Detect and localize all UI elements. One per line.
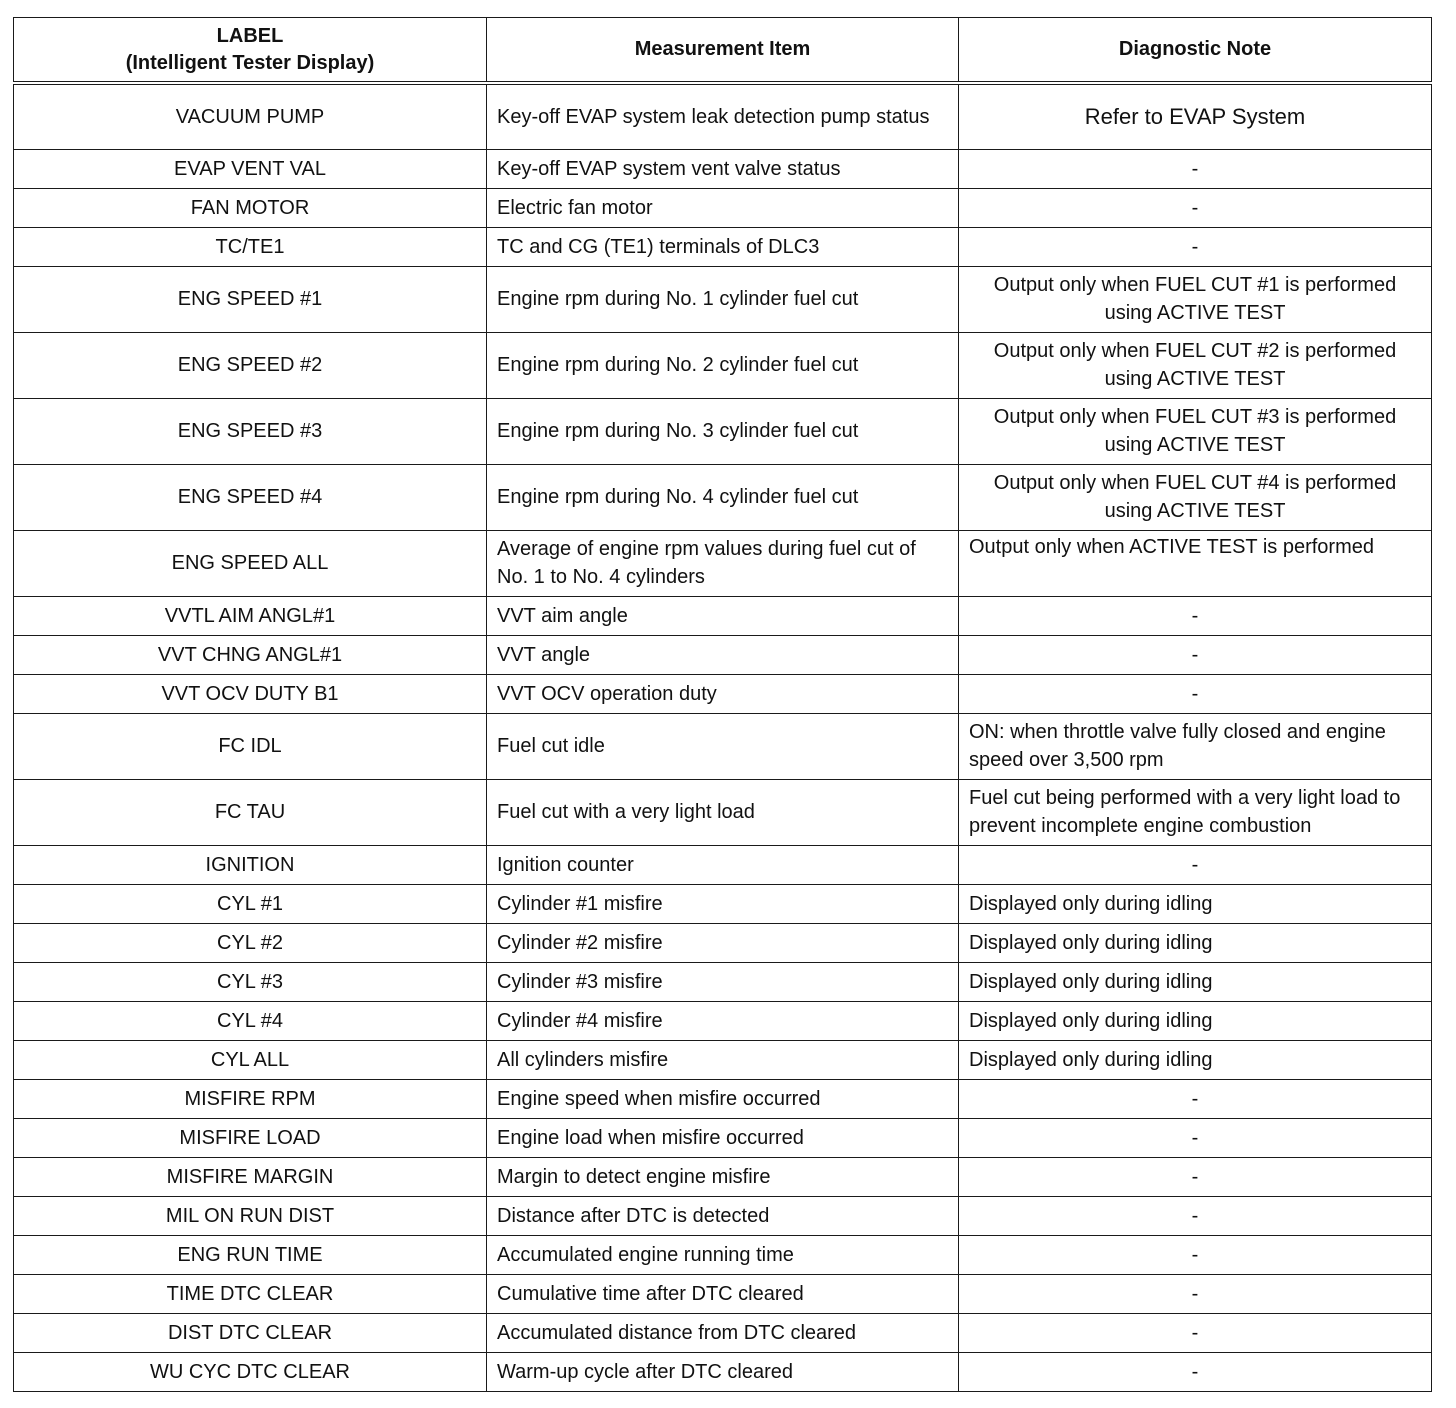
row-diagnostic-note: Output only when FUEL CUT #2 is performed using ACTIVE TEST [959, 332, 1432, 398]
row-diagnostic-note: - [959, 1235, 1432, 1274]
row-diagnostic-note: Displayed only during idling [959, 1040, 1432, 1079]
row-label: CYL #3 [14, 962, 487, 1001]
row-measurement-item: Key-off EVAP system vent valve status [487, 149, 959, 188]
row-label: VVT OCV DUTY B1 [14, 674, 487, 713]
row-measurement-item: Margin to detect engine misfire [487, 1157, 959, 1196]
header-label [14, 18, 487, 84]
row-label: ENG RUN TIME [14, 1235, 487, 1274]
row-diagnostic-note: - [959, 1118, 1432, 1157]
row-label: ENG SPEED #4 [14, 464, 487, 530]
table-row [14, 674, 1432, 713]
row-label: CYL ALL [14, 1040, 487, 1079]
table-row [14, 227, 1432, 266]
row-label: MISFIRE LOAD [14, 1118, 487, 1157]
row-label: CYL #2 [14, 923, 487, 962]
row-label: WU CYC DTC CLEAR [14, 1352, 487, 1391]
table-row [14, 188, 1432, 227]
row-label: ENG SPEED ALL [14, 530, 487, 596]
row-label: TIME DTC CLEAR [14, 1274, 487, 1313]
table-row [14, 1118, 1432, 1157]
row-diagnostic-note: ON: when throttle valve fully closed and engine speed over 3,500 rpm [959, 713, 1432, 779]
row-measurement-item: VVT aim angle [487, 596, 959, 635]
table-row [14, 1079, 1432, 1118]
row-diagnostic-note: Output only when FUEL CUT #4 is performed using ACTIVE TEST [959, 464, 1432, 530]
row-measurement-item: Engine speed when misfire occurred [487, 1079, 959, 1118]
row-measurement-item: Average of engine rpm values during fuel cut of No. 1 to No. 4 cylinders [487, 530, 959, 596]
row-label: DIST DTC CLEAR [14, 1313, 487, 1352]
row-measurement-item: Cylinder #2 misfire [487, 923, 959, 962]
row-measurement-item: Engine rpm during No. 2 cylinder fuel cut [487, 332, 959, 398]
row-diagnostic-note: Refer to EVAP System [959, 83, 1432, 149]
row-measurement-item: Engine rpm during No. 1 cylinder fuel cut [487, 266, 959, 332]
table-row [14, 1235, 1432, 1274]
row-label: EVAP VENT VAL [14, 149, 487, 188]
row-diagnostic-note: - [959, 1196, 1432, 1235]
table-row [14, 83, 1432, 149]
row-measurement-item: Fuel cut idle [487, 713, 959, 779]
row-measurement-item: Engine rpm during No. 3 cylinder fuel cut [487, 398, 959, 464]
row-diagnostic-note: - [959, 1079, 1432, 1118]
row-diagnostic-note: - [959, 1274, 1432, 1313]
table-row [14, 635, 1432, 674]
row-diagnostic-note: Output only when ACTIVE TEST is performed [959, 530, 1432, 596]
row-diagnostic-note: Displayed only during idling [959, 923, 1432, 962]
row-diagnostic-note: - [959, 149, 1432, 188]
data-list-table [13, 17, 1432, 1392]
table-row [14, 1157, 1432, 1196]
row-measurement-item: Cylinder #3 misfire [487, 962, 959, 1001]
row-diagnostic-note: - [959, 1352, 1432, 1391]
row-label: TC/TE1 [14, 227, 487, 266]
row-measurement-item: TC and CG (TE1) terminals of DLC3 [487, 227, 959, 266]
header-label-line1: LABEL [216, 24, 284, 47]
row-label: CYL #1 [14, 884, 487, 923]
row-measurement-item: All cylinders misfire [487, 1040, 959, 1079]
table-row [14, 149, 1432, 188]
table-row [14, 1274, 1432, 1313]
table-row [14, 332, 1432, 398]
row-label: VACUUM PUMP [14, 83, 487, 149]
table-body [14, 83, 1432, 1391]
row-label: ENG SPEED #3 [14, 398, 487, 464]
row-label: VVT CHNG ANGL#1 [14, 635, 487, 674]
row-measurement-item: Distance after DTC is detected [487, 1196, 959, 1235]
row-label: FC IDL [14, 713, 487, 779]
row-label: ENG SPEED #2 [14, 332, 487, 398]
table-row [14, 923, 1432, 962]
row-label: MISFIRE MARGIN [14, 1157, 487, 1196]
table-row [14, 962, 1432, 1001]
row-label: CYL #4 [14, 1001, 487, 1040]
row-label: FC TAU [14, 779, 487, 845]
table-row [14, 530, 1432, 596]
row-diagnostic-note: Displayed only during idling [959, 1001, 1432, 1040]
table-row [14, 779, 1432, 845]
table-row [14, 1313, 1432, 1352]
row-label: MISFIRE RPM [14, 1079, 487, 1118]
header-measurement-item: Measurement Item [487, 18, 959, 84]
row-diagnostic-note: - [959, 845, 1432, 884]
table-row [14, 1001, 1432, 1040]
row-diagnostic-note: - [959, 596, 1432, 635]
row-diagnostic-note: - [959, 1313, 1432, 1352]
data-list-table-container [13, 17, 1431, 1392]
table-row [14, 596, 1432, 635]
row-measurement-item: Ignition counter [487, 845, 959, 884]
row-measurement-item: Cylinder #1 misfire [487, 884, 959, 923]
row-diagnostic-note: Displayed only during idling [959, 962, 1432, 1001]
row-diagnostic-note: Output only when FUEL CUT #3 is performed using ACTIVE TEST [959, 398, 1432, 464]
row-measurement-item: Electric fan motor [487, 188, 959, 227]
row-diagnostic-note: - [959, 635, 1432, 674]
row-diagnostic-note: Displayed only during idling [959, 884, 1432, 923]
row-diagnostic-note: - [959, 227, 1432, 266]
row-label: ENG SPEED #1 [14, 266, 487, 332]
row-diagnostic-note: - [959, 188, 1432, 227]
table-row [14, 1040, 1432, 1079]
row-diagnostic-note: Fuel cut being performed with a very light load to prevent incomplete engine combustion [959, 779, 1432, 845]
row-label: MIL ON RUN DIST [14, 1196, 487, 1235]
table-row [14, 1352, 1432, 1391]
table-row [14, 464, 1432, 530]
table-row [14, 713, 1432, 779]
row-label: IGNITION [14, 845, 487, 884]
table-row [14, 398, 1432, 464]
row-label: FAN MOTOR [14, 188, 487, 227]
row-label: VVTL AIM ANGL#1 [14, 596, 487, 635]
row-measurement-item: Fuel cut with a very light load [487, 779, 959, 845]
table-row [14, 884, 1432, 923]
row-measurement-item: VVT angle [487, 635, 959, 674]
table-row [14, 845, 1432, 884]
row-diagnostic-note: Output only when FUEL CUT #1 is performed using ACTIVE TEST [959, 266, 1432, 332]
table-row [14, 1196, 1432, 1235]
row-measurement-item: Warm-up cycle after DTC cleared [487, 1352, 959, 1391]
table-row [14, 266, 1432, 332]
header-diagnostic-note: Diagnostic Note [959, 18, 1432, 84]
row-measurement-item: Key-off EVAP system leak detection pump status [487, 83, 959, 149]
row-measurement-item: Cumulative time after DTC cleared [487, 1274, 959, 1313]
row-measurement-item: Engine load when misfire occurred [487, 1118, 959, 1157]
table-header-row [14, 18, 1432, 84]
row-diagnostic-note: - [959, 674, 1432, 713]
header-label-line2: (Intelligent Tester Display) [125, 51, 375, 74]
row-measurement-item: Cylinder #4 misfire [487, 1001, 959, 1040]
row-measurement-item: Accumulated distance from DTC cleared [487, 1313, 959, 1352]
row-diagnostic-note: - [959, 1157, 1432, 1196]
row-measurement-item: Engine rpm during No. 4 cylinder fuel cut [487, 464, 959, 530]
row-measurement-item: VVT OCV operation duty [487, 674, 959, 713]
row-measurement-item: Accumulated engine running time [487, 1235, 959, 1274]
